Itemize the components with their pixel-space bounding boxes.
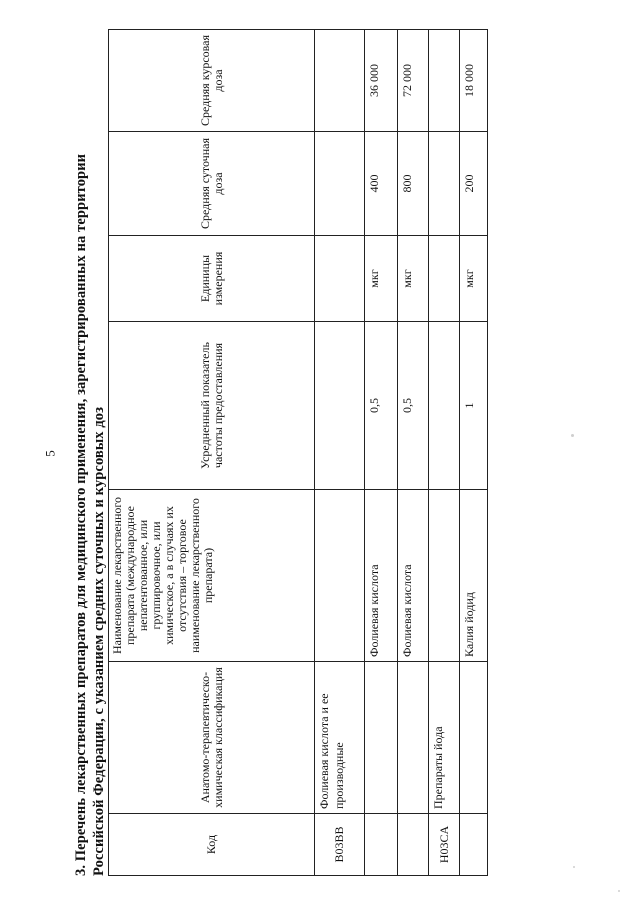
- cell-unit: [315, 236, 365, 322]
- cell-frequency: 1: [460, 322, 488, 490]
- cell-unit: [429, 236, 460, 322]
- table-row: [460, 30, 488, 876]
- rotated-content: [72, 30, 640, 876]
- table-row: [365, 30, 398, 876]
- drug-table: [108, 29, 488, 876]
- scan-speck: [618, 890, 620, 892]
- cell-name: [315, 490, 365, 662]
- cell-course-dose: 72 000: [398, 30, 429, 132]
- cell-name: Фолиевая кислота: [365, 490, 398, 662]
- cell-atc: Препараты йода: [429, 662, 460, 814]
- cell-frequency: 0,5: [365, 322, 398, 490]
- cell-code: H03CA: [429, 814, 460, 876]
- cell-frequency: [315, 322, 365, 490]
- cell-code: B03BB: [315, 814, 365, 876]
- cell-code: [398, 814, 429, 876]
- header-daily-dose: Средняя суточная доза: [109, 132, 315, 236]
- header-name: Наименование лекарственного препарата (международное непатентованное, или группировочное, или химическое, а в случаях их отсутствия – торговое наименование лекарственного препарата): [109, 490, 315, 662]
- header-atc: Анатомо-терапевтическо-химическая классификация: [109, 662, 315, 814]
- cell-course-dose: [429, 30, 460, 132]
- cell-course-dose: [315, 30, 365, 132]
- scan-speck: [571, 434, 574, 437]
- cell-code: [460, 814, 488, 876]
- cell-daily-dose: [429, 132, 460, 236]
- cell-daily-dose: [315, 132, 365, 236]
- cell-daily-dose: 400: [365, 132, 398, 236]
- cell-unit: мкг: [365, 236, 398, 322]
- cell-course-dose: 18 000: [460, 30, 488, 132]
- table-row: [398, 30, 429, 876]
- cell-name: Фолиевая кислота: [398, 490, 429, 662]
- scan-speck: [573, 866, 575, 868]
- header-code: Код: [109, 814, 315, 876]
- cell-daily-dose: 800: [398, 132, 429, 236]
- cell-atc: [460, 662, 488, 814]
- section-heading: [72, 30, 108, 876]
- cell-frequency: 0,5: [398, 322, 429, 490]
- cell-course-dose: 36 000: [365, 30, 398, 132]
- cell-daily-dose: 200: [460, 132, 488, 236]
- cell-name: [429, 490, 460, 662]
- page-number: 5: [42, 450, 58, 457]
- header-row: [109, 30, 315, 876]
- heading-line-1: 3. Перечень лекарственных препаратов для медицинского применения, зарегистрированных на территории: [73, 153, 89, 876]
- heading-line-2: Российской Федерации, с указанием средних суточных и курсовых доз: [91, 406, 107, 876]
- cell-atc: [398, 662, 429, 814]
- cell-atc: Фолиевая кислота и ее производные: [315, 662, 365, 814]
- cell-atc: [365, 662, 398, 814]
- table-row: [315, 30, 365, 876]
- table-row: [429, 30, 460, 876]
- cell-unit: мкг: [398, 236, 429, 322]
- cell-unit: мкг: [460, 236, 488, 322]
- header-course-dose: Средняя курсовая доза: [109, 30, 315, 132]
- cell-code: [365, 814, 398, 876]
- cell-name: Калия йодид: [460, 490, 488, 662]
- header-unit: Единицы измерения: [109, 236, 315, 322]
- header-frequency: Усредненный показатель частоты предоставления: [109, 322, 315, 490]
- cell-frequency: [429, 322, 460, 490]
